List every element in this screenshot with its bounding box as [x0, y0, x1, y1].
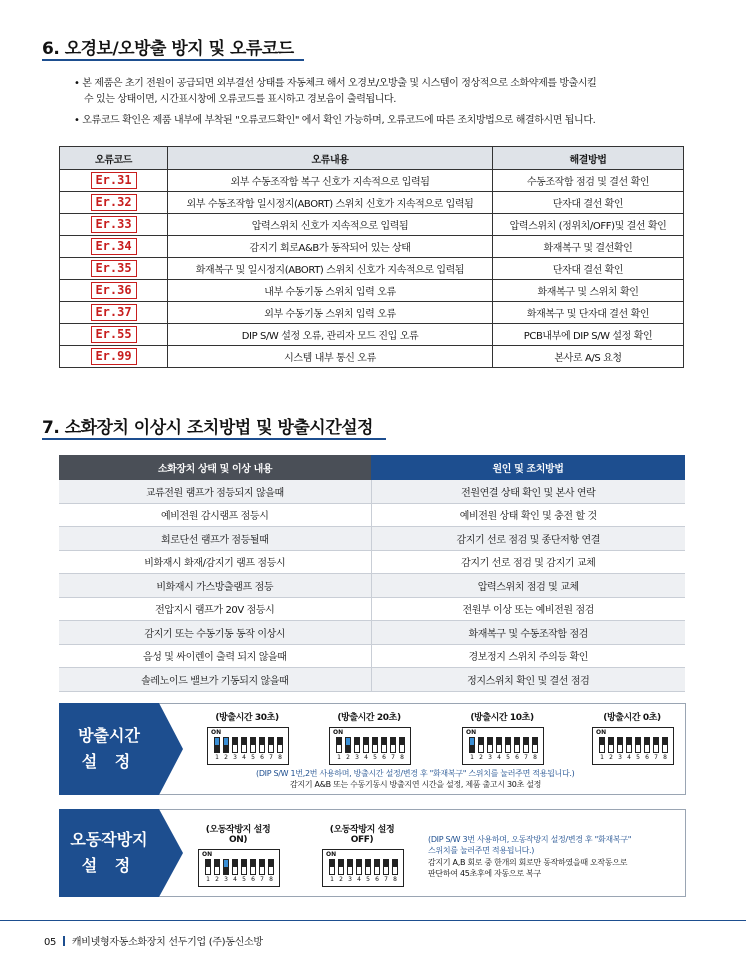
dip-switch-number: 7 — [384, 876, 388, 883]
dip-on-label: ON — [326, 851, 337, 858]
error-code-cell — [60, 236, 168, 258]
dip-switch-number: 5 — [242, 876, 246, 883]
dip-switch-knob — [269, 745, 273, 752]
dip-switch-2 — [478, 737, 484, 753]
error-code-cell — [60, 346, 168, 368]
error-desc-cell: DIP S/W 설정 오류, 관리자 모드 진입 오류 — [168, 324, 493, 346]
error-code-display: Er.32 — [91, 194, 137, 211]
dip-switch-number: 2 — [215, 876, 219, 883]
misoperation-note1: (DIP S/W 3번 사용하며, 오동작방지 설정/변경 후 "화재복구" — [428, 835, 632, 844]
dip-switch-knob — [224, 860, 228, 867]
dip-switch-4 — [496, 737, 502, 753]
error-code-display: Er.33 — [91, 216, 137, 233]
troubleshooting-row — [59, 574, 685, 598]
dip-switch-7 — [390, 737, 396, 753]
dip-on-label: ON — [466, 729, 477, 736]
troubleshooting-state-cell: 비화재시 가스방출램프 점등 — [59, 574, 371, 598]
error-fix-cell: PCB내부에 DIP S/W 설정 확인 — [493, 324, 684, 346]
dip-switch-block — [198, 849, 280, 887]
error-table-header-fix: 해결방법 — [493, 147, 684, 170]
dip-switch-2 — [345, 737, 351, 753]
error-code-display: Er.99 — [91, 348, 137, 365]
dip-switch-4 — [356, 859, 362, 875]
troubleshooting-row — [59, 621, 685, 645]
dip-switch-knob — [355, 745, 359, 752]
misoperation-label-line2: 설 정 — [81, 856, 137, 875]
error-table-row — [60, 214, 684, 236]
error-table-row — [60, 280, 684, 302]
section6-bullet1-line1: • 본 제품은 초기 전원이 공급되면 외부결선 상태를 자동체크 해서 오경보/오방출 및 시스템이 정상적으로 소화약제를 방출시킬 — [74, 78, 597, 89]
error-desc-cell: 외부 수동조작함 일시정지(ABORT) 스위치 신호가 지속적으로 입력됨 — [168, 192, 493, 214]
dip-switch-block — [592, 727, 674, 765]
troubleshooting-state-cell: 감지기 또는 수동기동 동작 이상시 — [59, 621, 371, 645]
dip-switch-6 — [644, 737, 650, 753]
dip-switch-knob — [337, 745, 341, 752]
dip-switch-number: 6 — [375, 876, 379, 883]
dip-switch-3 — [232, 737, 238, 753]
dip-switch-number: 2 — [224, 754, 228, 761]
troubleshooting-row — [59, 597, 685, 621]
dip-switch-2 — [223, 737, 229, 753]
discharge-setting — [590, 710, 674, 765]
dip-switch-number: 8 — [663, 754, 667, 761]
discharge-setting-label: (방출시간 10초) — [470, 713, 534, 723]
dip-switch-number: 6 — [382, 754, 386, 761]
dip-switch-2 — [214, 859, 220, 875]
error-table-row — [60, 302, 684, 324]
troubleshooting-table-header — [59, 455, 685, 480]
dip-switch-knob — [330, 867, 334, 874]
dip-on-label: ON — [596, 729, 607, 736]
error-table-header-desc: 오류내용 — [168, 147, 493, 170]
error-desc-cell: 시스템 내부 통신 오류 — [168, 346, 493, 368]
dip-switch-number: 5 — [373, 754, 377, 761]
dip-switch-knob — [382, 745, 386, 752]
footer-separator — [63, 936, 65, 946]
dip-switch-8 — [399, 737, 405, 753]
troubleshooting-state-cell: 교류전원 램프가 점등되지 않을때 — [59, 480, 371, 503]
error-code-cell — [60, 192, 168, 214]
error-code-display: Er.35 — [91, 260, 137, 277]
error-code-display: Er.34 — [91, 238, 137, 255]
discharge-time-label-line2: 설 정 — [81, 752, 137, 771]
dip-switch-7 — [523, 737, 529, 753]
footer-page-number: 05 — [44, 937, 57, 948]
misoperation-note3: 감지기 A,B 회로 중 한개의 회로만 동작하였을때 오작동으로 — [428, 858, 628, 867]
error-code-display: Er.37 — [91, 304, 137, 321]
dip-switch-number: 6 — [260, 754, 264, 761]
error-desc-cell: 내부 수동기동 스위치 입력 오류 — [168, 280, 493, 302]
footer — [44, 933, 263, 948]
error-table-row — [60, 170, 684, 192]
dip-switch-4 — [626, 737, 632, 753]
troubleshooting-row — [59, 527, 685, 551]
dip-switch-knob — [645, 745, 649, 752]
dip-switch-4 — [363, 737, 369, 753]
dip-switch-knob — [242, 867, 246, 874]
dip-switch-knob — [206, 867, 210, 874]
dip-switch-number: 8 — [269, 876, 273, 883]
dip-switch-3 — [354, 737, 360, 753]
error-table-row — [60, 192, 684, 214]
dip-switch-block — [462, 727, 544, 765]
dip-switch-7 — [383, 859, 389, 875]
error-desc-cell: 감지기 회로A&B가 동작되어 있는 상태 — [168, 236, 493, 258]
dip-switch-knob — [251, 867, 255, 874]
discharge-setting — [205, 710, 289, 765]
troubleshooting-state-cell: 음성 및 싸이렌이 출력 되지 않을때 — [59, 644, 371, 668]
troubleshooting-action-cell: 경보정지 스위치 주의등 확인 — [371, 644, 685, 668]
dip-switch-number: 7 — [524, 754, 528, 761]
troubleshooting-row — [59, 503, 685, 527]
dip-switch-3 — [347, 859, 353, 875]
dip-switch-number: 1 — [337, 754, 341, 761]
dip-switch-knob — [515, 745, 519, 752]
dip-switch-5 — [241, 859, 247, 875]
dip-switch-5 — [635, 737, 641, 753]
dip-switch-7 — [653, 737, 659, 753]
troubleshooting-state-cell: 예비전원 감시램프 점등시 — [59, 503, 371, 527]
troubleshooting-state-cell: 솔레노이드 밸브가 기동되지 않을때 — [59, 668, 371, 692]
dip-switch-number: 3 — [224, 876, 228, 883]
misoperation-note2: 스위치를 눌러주면 적용됩니다.) — [428, 846, 535, 855]
dip-switch-knob — [470, 738, 474, 745]
dip-switch-1 — [205, 859, 211, 875]
dip-switch-knob — [278, 745, 282, 752]
dip-switch-number: 1 — [470, 754, 474, 761]
dip-switch-knob — [215, 867, 219, 874]
dip-switch-1 — [336, 737, 342, 753]
dip-on-label: ON — [202, 851, 213, 858]
troubleshooting-action-cell: 정지스위치 확인 및 결선 점검 — [371, 668, 685, 692]
misoperation-label-line1: 오동작방지 — [70, 830, 148, 849]
dip-switch-6 — [514, 737, 520, 753]
error-fix-cell: 본사로 A/S 요청 — [493, 346, 684, 368]
dip-switch-knob — [348, 867, 352, 874]
dip-switch-block — [329, 727, 411, 765]
error-code-display: Er.31 — [91, 172, 137, 189]
dip-switch-knob — [339, 867, 343, 874]
error-code-cell — [60, 280, 168, 302]
dip-switch-number: 3 — [233, 754, 237, 761]
dip-switch-number: 2 — [346, 754, 350, 761]
troubleshooting-action-cell: 화재복구 및 수동조작함 점검 — [371, 621, 685, 645]
dip-on-label: ON — [333, 729, 344, 736]
dip-switch-number: 6 — [645, 754, 649, 761]
dip-switch-7 — [259, 859, 265, 875]
dip-switch-knob — [242, 745, 246, 752]
dip-switch-number: 5 — [506, 754, 510, 761]
troubleshooting-action-cell: 감지기 선로 점검 및 종단저항 연결 — [371, 527, 685, 551]
dip-switch-number: 4 — [357, 876, 361, 883]
troubleshooting-state-cell: 전압지시 램프가 20V 점등시 — [59, 597, 371, 621]
error-code-display: Er.55 — [91, 326, 137, 343]
dip-switch-5 — [250, 737, 256, 753]
error-code-cell — [60, 302, 168, 324]
dip-switch-number: 4 — [364, 754, 368, 761]
section6-bullet2: • 오류코드 확인은 제품 내부에 부착된 "오류코드확인" 에서 확인 가능하며, 오류코드에 따른 조치방법으로 해결하시면 됩니다. — [74, 115, 596, 126]
error-table-row — [60, 258, 684, 280]
dip-switch-knob — [609, 745, 613, 752]
discharge-setting-label: (방출시간 20초) — [337, 713, 401, 723]
section7-title: 7. 소화장치 이상시 조치방법 및 방출시간설정 — [42, 418, 373, 438]
dip-switch-number: 2 — [609, 754, 613, 761]
dip-switch-knob — [364, 745, 368, 752]
error-code-cell — [60, 170, 168, 192]
dip-switch-1 — [469, 737, 475, 753]
dip-switch-number: 4 — [242, 754, 246, 761]
error-fix-cell: 압력스위치 (정위치/OFF)및 결선 확인 — [493, 214, 684, 236]
dip-switch-8 — [662, 737, 668, 753]
error-table-row — [60, 236, 684, 258]
dip-switch-6 — [374, 859, 380, 875]
dip-switch-number: 8 — [278, 754, 282, 761]
error-desc-cell: 외부 수동조작함 복구 신호가 지속적으로 입력됨 — [168, 170, 493, 192]
dip-switch-knob — [260, 745, 264, 752]
dip-switch-number: 3 — [488, 754, 492, 761]
error-table-header-code: 오류코드 — [60, 147, 168, 170]
error-code-cell — [60, 324, 168, 346]
dip-switch-number: 4 — [233, 876, 237, 883]
error-code-cell — [60, 214, 168, 236]
dip-switch-2 — [338, 859, 344, 875]
dip-switch-number: 8 — [533, 754, 537, 761]
discharge-setting-label: (방출시간 30초) — [215, 713, 279, 723]
dip-switch-knob — [215, 738, 219, 745]
dip-switch-number: 7 — [269, 754, 273, 761]
dip-switch-number: 2 — [339, 876, 343, 883]
error-fix-cell: 화재복구 및 결선확인 — [493, 236, 684, 258]
dip-switch-4 — [232, 859, 238, 875]
troubleshooting-action-cell: 예비전원 상태 확인 및 충전 할 것 — [371, 503, 685, 527]
dip-switch-4 — [241, 737, 247, 753]
error-table-row — [60, 346, 684, 368]
dip-switch-8 — [268, 859, 274, 875]
dip-switch-number: 5 — [366, 876, 370, 883]
troubleshooting-header-state: 소화장치 상태 및 이상 내용 — [59, 455, 371, 480]
discharge-setting-label: (방출시간 0초) — [603, 713, 661, 723]
dip-switch-knob — [373, 745, 377, 752]
dip-switch-number: 1 — [600, 754, 604, 761]
footer-company-text: 캐비넷형자동소화장치 선두기업 (주)동신소방 — [71, 937, 263, 948]
dip-switch-2 — [608, 737, 614, 753]
dip-switch-6 — [381, 737, 387, 753]
error-code-table — [59, 146, 684, 368]
dip-switch-8 — [277, 737, 283, 753]
error-code-display: Er.36 — [91, 282, 137, 299]
troubleshooting-row — [59, 644, 685, 668]
dip-switch-knob — [375, 867, 379, 874]
dip-switch-number: 7 — [654, 754, 658, 761]
dip-switch-8 — [392, 859, 398, 875]
dip-on-label: ON — [211, 729, 222, 736]
dip-switch-knob — [393, 867, 397, 874]
dip-switch-knob — [488, 745, 492, 752]
dip-switch-number: 5 — [251, 754, 255, 761]
dip-switch-knob — [224, 738, 228, 745]
discharge-setting — [460, 710, 544, 765]
error-fix-cell: 단자대 결선 확인 — [493, 192, 684, 214]
dip-switch-knob — [384, 867, 388, 874]
dip-switch-3 — [617, 737, 623, 753]
dip-switch-number: 4 — [497, 754, 501, 761]
dip-switch-1 — [329, 859, 335, 875]
error-fix-cell: 화재복구 및 스위치 확인 — [493, 280, 684, 302]
troubleshooting-action-cell: 감지기 선로 점검 및 감지기 교체 — [371, 550, 685, 574]
dip-switch-number: 8 — [393, 876, 397, 883]
error-desc-cell: 외부 수동기동 스위치 입력 오류 — [168, 302, 493, 324]
section6-bullet1-line2: 수 있는 상태이면, 시간표시창에 오류코드를 표시하고 경보음이 출력됩니다. — [84, 94, 397, 105]
dip-switch-knob — [357, 867, 361, 874]
dip-switch-5 — [365, 859, 371, 875]
discharge-time-label-line1: 방출시간 — [78, 726, 140, 745]
error-table-header — [60, 147, 684, 170]
troubleshooting-state-cell: 회로단선 램프가 점등될때 — [59, 527, 371, 551]
dip-switch-3 — [223, 859, 229, 875]
dip-switch-knob — [400, 745, 404, 752]
misoperation-setting — [196, 822, 280, 887]
dip-switch-3 — [487, 737, 493, 753]
section7-underline — [42, 438, 386, 440]
misoperation-setting-label: (오동작방지 설정 OFF) — [329, 825, 395, 845]
troubleshooting-action-cell: 압력스위치 점검 및 교체 — [371, 574, 685, 598]
dip-switch-knob — [600, 745, 604, 752]
dip-switch-knob — [251, 745, 255, 752]
dip-switch-number: 2 — [479, 754, 483, 761]
dip-switch-block — [322, 849, 404, 887]
dip-switch-knob — [618, 745, 622, 752]
troubleshooting-row — [59, 668, 685, 692]
error-desc-cell: 화재복구 및 일시정지(ABORT) 스위치 신호가 지속적으로 입력됨 — [168, 258, 493, 280]
dip-switch-1 — [214, 737, 220, 753]
discharge-note1: (DIP S/W 1번,2번 사용하며, 방출시간 설정/변경 후 "화재복구" 스위치를 눌러주면 적용됩니다.) — [256, 769, 575, 778]
error-fix-cell: 수동조작함 점검 및 결선 확인 — [493, 170, 684, 192]
dip-switch-7 — [268, 737, 274, 753]
error-desc-cell: 압력스위치 신호가 지속적으로 입력됨 — [168, 214, 493, 236]
misoperation-note4: 판단하여 45초후에 자동으로 복구 — [428, 869, 541, 878]
misoperation-label — [59, 809, 159, 897]
dip-switch-1 — [599, 737, 605, 753]
misoperation-setting-label: (오동작방지 설정 ON) — [205, 825, 271, 845]
dip-switch-number: 8 — [400, 754, 404, 761]
dip-switch-number: 6 — [251, 876, 255, 883]
troubleshooting-row — [59, 480, 685, 503]
troubleshooting-action-cell: 전원부 이상 또는 예비전원 점검 — [371, 597, 685, 621]
dip-switch-knob — [366, 867, 370, 874]
section6-underline — [42, 59, 304, 61]
dip-switch-knob — [346, 738, 350, 745]
dip-switch-6 — [259, 737, 265, 753]
dip-switch-knob — [506, 745, 510, 752]
error-code-cell — [60, 258, 168, 280]
dip-switch-5 — [505, 737, 511, 753]
troubleshooting-state-cell: 비화재시 화재/감지기 램프 점등시 — [59, 550, 371, 574]
dip-switch-number: 1 — [206, 876, 210, 883]
dip-switch-knob — [269, 867, 273, 874]
dip-switch-knob — [654, 745, 658, 752]
error-fix-cell: 단자대 결선 확인 — [493, 258, 684, 280]
discharge-setting — [327, 710, 411, 765]
error-table-row — [60, 324, 684, 346]
troubleshooting-action-cell: 전원연결 상태 확인 및 본사 연락 — [371, 480, 685, 503]
dip-switch-number: 3 — [355, 754, 359, 761]
dip-switch-knob — [260, 867, 264, 874]
dip-switch-number: 6 — [515, 754, 519, 761]
dip-switch-knob — [663, 745, 667, 752]
dip-switch-number: 7 — [260, 876, 264, 883]
dip-switch-knob — [636, 745, 640, 752]
dip-switch-number: 3 — [348, 876, 352, 883]
dip-switch-number: 3 — [618, 754, 622, 761]
dip-switch-number: 1 — [215, 754, 219, 761]
dip-switch-8 — [532, 737, 538, 753]
dip-switch-knob — [233, 745, 237, 752]
discharge-note2: 감지기 A&B 또는 수동기동시 방출지연 시간을 설정, 제품 출고시 30초 설정 — [290, 780, 542, 789]
dip-switch-knob — [479, 745, 483, 752]
dip-switch-knob — [533, 745, 537, 752]
dip-switch-number: 5 — [636, 754, 640, 761]
dip-switch-knob — [233, 867, 237, 874]
dip-switch-knob — [497, 745, 501, 752]
section6-title: 6. 오경보/오방출 방지 및 오류코드 — [42, 39, 294, 59]
troubleshooting-header-action: 원인 및 조치방법 — [371, 455, 685, 480]
footer-rule — [0, 920, 746, 921]
troubleshooting-table — [59, 455, 685, 692]
dip-switch-number: 1 — [330, 876, 334, 883]
dip-switch-6 — [250, 859, 256, 875]
dip-switch-number: 4 — [627, 754, 631, 761]
dip-switch-block — [207, 727, 289, 765]
dip-switch-number: 7 — [391, 754, 395, 761]
misoperation-setting — [320, 822, 404, 887]
troubleshooting-row — [59, 550, 685, 574]
dip-switch-knob — [391, 745, 395, 752]
dip-switch-5 — [372, 737, 378, 753]
discharge-time-label — [59, 703, 159, 795]
error-fix-cell: 화재복구 및 단자대 결선 확인 — [493, 302, 684, 324]
dip-switch-knob — [627, 745, 631, 752]
dip-switch-knob — [524, 745, 528, 752]
